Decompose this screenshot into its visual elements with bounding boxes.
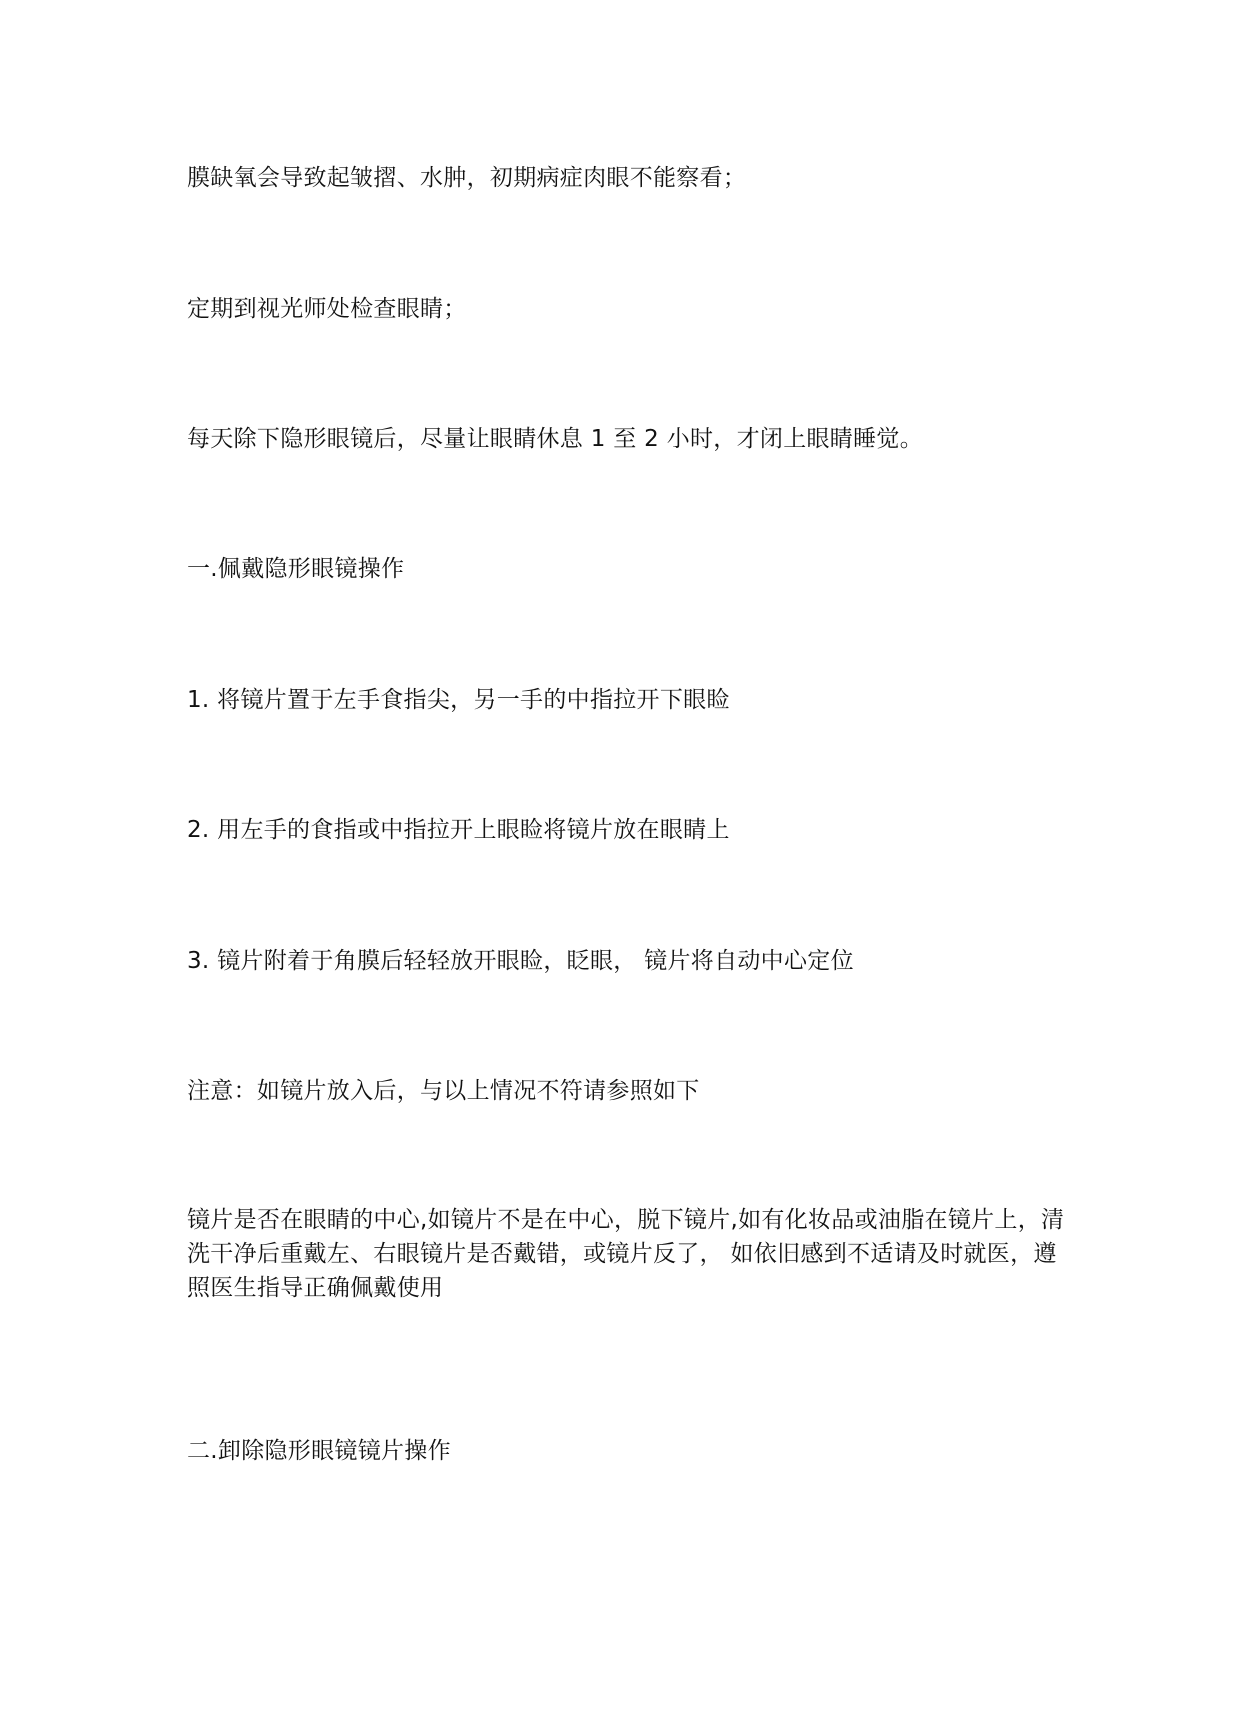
- section-heading-removal: 二.卸除隐形眼镜镜片操作: [187, 1438, 451, 1464]
- paragraph-rest: 每天除下隐形眼镜后，尽量让眼睛休息 1 至 2 小时，才闭上眼睛睡觉。: [187, 426, 924, 452]
- paragraph-hypoxia: 膜缺氧会导致起皱摺、水肿，初期病症肉眼不能察看；: [187, 165, 747, 191]
- note-detail-line-1: 镜片是否在眼睛的中心,如镜片不是在中心，脱下镜片,如有化妆品或油脂在镜片上，清: [187, 1207, 1065, 1233]
- note-detail-line-3: 照医生指导正确佩戴使用: [187, 1275, 444, 1301]
- paragraph-checkup: 定期到视光师处检查眼睛；: [187, 296, 467, 322]
- note-detail-line-2: 洗干净后重戴左、右眼镜片是否戴错，或镜片反了， 如依旧感到不适请及时就医，遵: [187, 1241, 1057, 1267]
- step-2: 2. 用左手的食指或中指拉开上眼睑将镜片放在眼睛上: [187, 817, 730, 843]
- section-heading-wearing: 一.佩戴隐形眼镜操作: [187, 556, 405, 582]
- step-1: 1. 将镜片置于左手食指尖，另一手的中指拉开下眼睑: [187, 687, 730, 713]
- note-paragraph: 注意：如镜片放入后，与以上情况不符请参照如下: [187, 1078, 700, 1104]
- note-detail-paragraph: [187, 1203, 1127, 1305]
- step-3: 3. 镜片附着于角膜后轻轻放开眼睑，眨眼， 镜片将自动中心定位: [187, 948, 854, 974]
